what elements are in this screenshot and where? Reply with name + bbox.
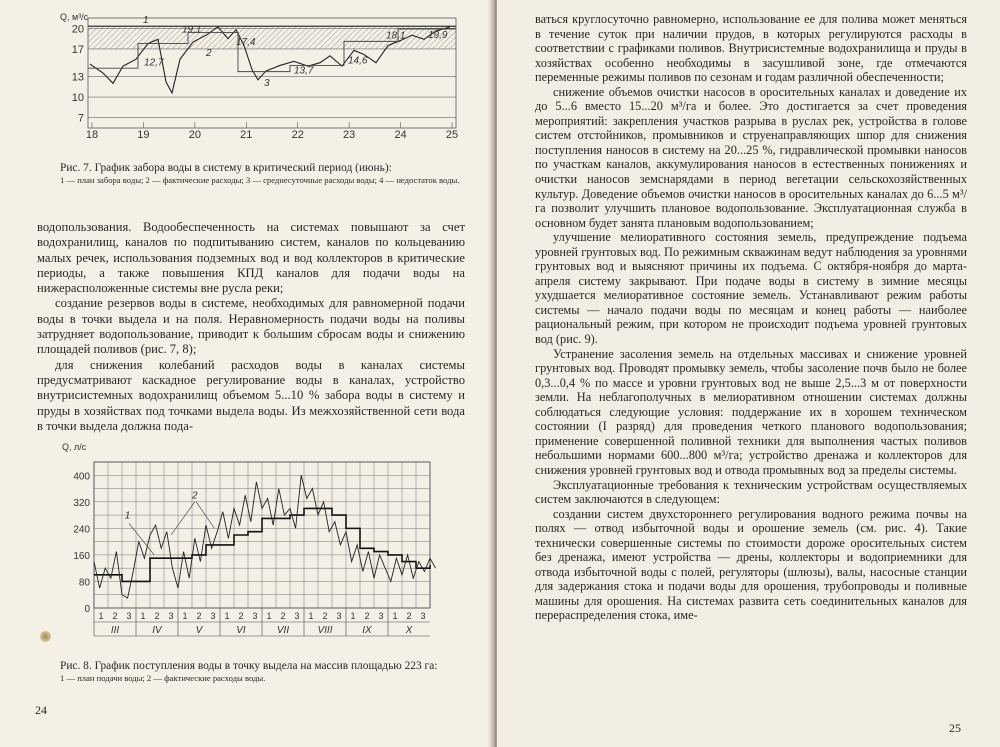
decade-tick-label: 3 [378, 611, 384, 621]
month-tick-label: V [195, 625, 203, 636]
paragraph: снижение объемов очистки насосов в оросительных каналах и доведение их до 5...6 вместо 15...20 м³/га и более. Это достигается за счет проведения мероприятий: закрепления участков разрыва в руслах рек, устройства в голове систем отстойников, промывников и струенаправляющих шпор для снижения поступления наносов в систему на 20...25 %, гидравлической промывки наносов по участкам каналов, аккумулирования наносов в естественных понижениях и очистки наносов земснарядами в период вегетации сельскохозяйственных культур. Доведение объемов очистки наносов в оросительных каналах до 6...5 м³/га позволит улучшить плановое водопользование. Эксплуатационная служба в основном будет занята плановым водопользованием; [535, 84, 967, 230]
month-tick-label: VI [236, 625, 246, 636]
annotation-label: 3 [264, 78, 270, 90]
y-tick-label: 7 [77, 112, 84, 125]
decade-tick-label: 1 [182, 611, 188, 621]
page-number-right: 25 [949, 721, 961, 735]
decade-tick-label: 3 [294, 611, 300, 621]
x-tick-label: 24 [394, 129, 407, 140]
y-tick-label: 10 [71, 92, 84, 105]
fig7-chart [58, 10, 460, 140]
decade-tick-label: 2 [406, 611, 412, 621]
decade-tick-label: 2 [238, 611, 244, 621]
month-tick-label: VIII [317, 625, 333, 636]
fig7-legend: 1 — план забора воды; 2 — фактические расходы; 3 — среднесуточные расходы воды; 4 — недостаток воды. [60, 175, 460, 185]
y-tick-label: 160 [73, 550, 90, 562]
month-tick-label: III [110, 625, 120, 636]
decade-tick-label: 1 [266, 611, 272, 621]
x-tick-label: 20 [188, 129, 201, 140]
y-tick-label: 400 [73, 471, 90, 483]
annotation-label: 1 [124, 510, 131, 522]
annotation-label: 19,9 [428, 29, 448, 41]
x-tick-label: 22 [291, 129, 304, 140]
month-tick-label: IV [152, 625, 162, 636]
x-tick-label: 18 [85, 129, 99, 140]
ink-stain [40, 631, 51, 642]
y-tick-label: 13 [71, 71, 84, 84]
leader-line [171, 502, 195, 535]
month-tick-label: VII [276, 625, 290, 636]
annotation-label: 12,7 [144, 57, 164, 69]
annotation-label: 14,6 [348, 55, 368, 67]
left-page [0, 0, 493, 747]
decade-tick-label: 1 [98, 611, 104, 621]
decade-tick-label: 1 [350, 611, 356, 621]
annotation-label: 17,4 [236, 36, 256, 48]
decade-tick-label: 3 [420, 611, 426, 621]
decade-tick-label: 2 [154, 611, 160, 621]
decade-tick-label: 1 [140, 611, 146, 621]
decade-tick-label: 3 [336, 611, 342, 621]
fig7-caption-block [60, 162, 468, 185]
paragraph: улучшение мелиоративного состояния земель, предупреждение подъема уровней грунтовых вод. По режимным скважинам ведут наблюдения за уровнями грунтовых вод и выясняют причины их подъема. С октября-ноября до марта-апреля систему закрывают. При подаче воды в систему в зимние месяцы ухудшается мелиоративное состояние земель. Устанавливают режим работы системы — начало подачи воды по месяцам и конец работы — наиболее рациональный режим, при котором не происходит подъема уровней грунтовых вод (рис. 9). [535, 230, 967, 347]
right-page [497, 0, 1000, 747]
paragraph: водопользования. Водообеспеченность на системах повышают за счет водохранилищ, каналов по подпитыванию систем, каналов по кольцеванию малых речек, использования подземных вод и вод коллекторов в критические периоды, а также повышения КПД каналов для подачи воды на нижерасположенные системы вне русла реки; [37, 220, 465, 296]
y-tick-label: 240 [73, 524, 90, 536]
paragraph: создании систем двухстороннего регулирования водного режима почвы на полях — отвод избыточной воды и орошение земель (см. рис. 4). Такие технически совершенные системы по стоимости дороже оросительных систем без дренажа, имеют устройства — дрены, коллекторы и водоприемники для отвода избыточной воды с полей, регуляторы (шлюзы), валы, насосные станции для задержания стока и подачи воды для орошения, трубопроводы и поливные машины для орошения. На системах развита сеть соединительных каналов для перераспределения стока, име- [535, 506, 967, 623]
decade-tick-label: 2 [364, 611, 370, 621]
y-tick-label: 0 [84, 604, 90, 615]
decade-tick-label: 1 [224, 611, 230, 621]
annotation-label: 1 [143, 14, 149, 26]
paragraph: Эксплуатационные требования к техническим устройствам осуществляемых систем заключаются в следующем: [535, 477, 967, 507]
left-body-text [37, 220, 465, 434]
y-tick-label: 17 [71, 43, 84, 56]
annotation-label: 13,7 [294, 65, 314, 77]
x-tick-label: 19 [137, 129, 150, 140]
x-tick-label: 23 [343, 129, 356, 140]
decade-tick-label: 1 [392, 611, 398, 621]
decade-tick-label: 3 [126, 611, 132, 621]
x-tick-label: 25 [445, 129, 459, 140]
decade-tick-label: 2 [196, 611, 202, 621]
decade-tick-label: 2 [322, 611, 328, 621]
series-actual-line [94, 475, 436, 598]
decade-tick-label: 2 [112, 611, 118, 621]
decade-tick-label: 2 [280, 611, 286, 621]
fig8-caption: Рис. 8. График поступления воды в точку выдела на массив площадью 223 га: [60, 660, 438, 672]
paragraph: Устранение засоления земель на отдельных массивах и снижение уровней грунтовых вод. Проводят промывку земель, чтобы засоление почв было не более 0,3...0,4 % по массе и уровни грунтовых вод не выше 2,5...3 м от поверхности земли. На неблагополучных в мелиоративном отношении системах должны соблюдаться следующие условия: поддержание их в хорошем техническом состоянии (I разряд) для проведения четкого планового водопользования; применение совершенной поливной техники для выполнения частых поливов небольшими нормами 600...800 м³/га; устройство дренажа и коллекторов для снижения уровней грунтовых вод и отвода промывных вод за пределы системы. [535, 346, 967, 477]
paragraph: для снижения колебаний расходов воды в каналах системы предусматривают каскадное регулирование воды в каналах, устройство внутрисистемных водохранилищ объемом 5...10 % забора воды в систему и пруды в хозяйствах под точками выдела воды. Из межхозяйственной сети вода в точки выдела должна пода- [37, 357, 465, 433]
fig7-caption: Рис. 7. График забора воды в систему в критический период (июнь): [60, 162, 392, 174]
decade-tick-label: 3 [210, 611, 216, 621]
annotation-label: 2 [206, 47, 212, 59]
decade-tick-label: 3 [168, 611, 174, 621]
fig8-legend: 1 — план подачи воды; 2 — фактические расходы воды. [60, 673, 266, 683]
annotation-label: 2 [192, 490, 198, 502]
paragraph: ваться круглосуточно равномерно, использование ее для полива может меняться в течение суток при наличии прудов, в которых регулируются расходы в соответствии с графиками поливов. Внутрисистемные водохранилища и пруды в хозяйствах особенно необходимы в засушливой зоне, где отмечаются переменные режимы поливов по сезонам и годам различной обеспеченности; [535, 12, 967, 85]
annotation-label: 19,1 [182, 24, 202, 36]
month-tick-label: IX [362, 625, 372, 636]
y-tick-label: 80 [78, 577, 90, 589]
fig8-caption-block [60, 660, 460, 683]
page-number-left: 24 [35, 703, 47, 717]
y-axis-label: Q, м³/с [60, 12, 89, 22]
y-axis-label: Q, л/с [62, 442, 87, 452]
decade-tick-label: 3 [252, 611, 258, 621]
decade-tick-label: 1 [308, 611, 314, 621]
month-tick-label: X [405, 625, 413, 636]
y-tick-label: 20 [71, 23, 84, 36]
paragraph: создание резервов воды в системе, необходимых для равномерной подачи воды в точки выдела и на поля. Неравномерность подачи воды на поливы затрудняет водопользование, приводит к большим сбросам воды и снижению площадей поливов (рис. 7, 8); [37, 296, 465, 357]
annotation-label: 18,1 [386, 30, 406, 42]
x-tick-label: 21 [240, 129, 253, 140]
y-tick-label: 320 [73, 497, 90, 509]
right-body-text [535, 12, 967, 623]
fig8-chart [58, 440, 438, 650]
